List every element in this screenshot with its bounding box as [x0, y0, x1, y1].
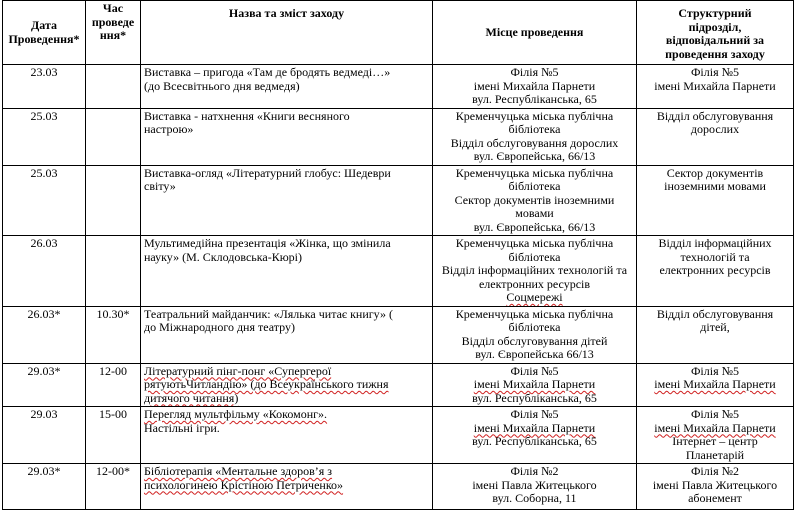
- place-line: Кременчуцька міська публічна: [455, 236, 614, 250]
- cell-title: [141, 165, 433, 236]
- place-line: Сектор документів іноземними: [454, 192, 615, 207]
- title-line: Театральний майданчик: «Лялька читає книгу» (: [144, 306, 393, 321]
- cell-title: [141, 363, 433, 407]
- place-line: Відділ обслуговування дорослих: [450, 135, 619, 150]
- title-line: науку» (М. Склодовська-Кюрі): [144, 249, 303, 264]
- place-line: імені Михайла Парнети: [473, 420, 596, 435]
- cell-date: 23.03: [3, 65, 86, 109]
- cell-time: [86, 65, 141, 109]
- header-date-line: Дата: [31, 18, 57, 32]
- place-line: Кременчуцька міська публічна: [455, 165, 614, 180]
- dept-line: Відділ обслуговування: [656, 306, 774, 321]
- dept-line: Філія №2: [690, 464, 740, 478]
- table-row: [3, 407, 794, 464]
- place-line: імені Михайла Парнети: [473, 78, 596, 93]
- dept-line: іноземними мовами: [664, 179, 766, 193]
- cell-place: [433, 464, 637, 510]
- title-line: Мультимедійна презентація «Жінка, що змінила: [144, 236, 391, 250]
- place-line: вул. Європейська 66/13: [475, 347, 594, 361]
- cell-title: [141, 108, 433, 165]
- table-row: [3, 108, 794, 165]
- title-line: світу»: [144, 179, 176, 193]
- table-row: [3, 363, 794, 407]
- place-line: вул. Європейська, 66/13: [473, 149, 596, 163]
- place-line: імені Павла Житецького: [472, 477, 597, 492]
- events-table: [2, 0, 794, 510]
- header-time: [86, 1, 141, 65]
- place-line: Філія №2: [510, 464, 559, 478]
- dept-line: імені Михайла Парнети: [654, 420, 776, 435]
- table-row: [3, 65, 794, 109]
- title-line: Настільні ігри.: [144, 420, 220, 435]
- cell-dept: [637, 464, 794, 510]
- header-date: [3, 1, 86, 65]
- title-line: (до Всесвітнього дня ведмедя): [144, 78, 300, 93]
- place-line: вул. Республіканська, 65: [472, 92, 597, 106]
- header-title-text: Назва та зміст заходу: [228, 6, 345, 20]
- title-line: Бібліотерапія «Ментальне здоров’я з: [144, 464, 333, 478]
- cell-date: 25.03: [3, 108, 86, 165]
- place-line: Відділ обслуговування дітей: [461, 333, 608, 348]
- header-dept-line: Структурний: [678, 6, 752, 20]
- title-line: до Міжнародного дня театру): [144, 320, 295, 334]
- cell-place: [433, 363, 637, 407]
- place-line: бібліотека: [508, 122, 561, 136]
- cell-time: [86, 165, 141, 236]
- place-line: Філія №5: [510, 363, 559, 378]
- dept-line: абонемент: [688, 491, 742, 505]
- cell-dept: [637, 65, 794, 109]
- dept-line: дітей,: [700, 320, 730, 334]
- place-line: вул. Республіканська, 65: [472, 434, 597, 448]
- place-line: мовами: [515, 206, 554, 220]
- title-line: Літературний пінг-понг «Супергерої: [144, 363, 332, 378]
- title-line: Виставка-огляд «Літературний глобус: Шедеври: [144, 165, 391, 180]
- cell-dept: [637, 108, 794, 165]
- dept-line: Планетарій: [685, 447, 745, 462]
- header-dept: [637, 1, 794, 65]
- cell-place: [433, 306, 637, 363]
- cell-time: 10.30*: [86, 306, 141, 363]
- cell-date: 25.03: [3, 165, 86, 236]
- cell-time: 12-00: [86, 363, 141, 407]
- title-line: Виставка - натхнення «Книги весняного: [144, 108, 350, 123]
- dept-line: технологій та: [680, 249, 750, 264]
- place-line: бібліотека: [508, 249, 561, 264]
- place-line: Філія №5: [510, 65, 559, 79]
- cell-time: 12-00*: [86, 464, 141, 510]
- title-line: рятуютьЧитландію» (до Всеукраїнського тижня: [144, 377, 389, 391]
- cell-date: 29.03: [3, 407, 86, 464]
- dept-line: Сектор документів: [666, 165, 764, 180]
- cell-place: [433, 407, 637, 464]
- header-dept-line: відповідальний за: [665, 33, 765, 47]
- dept-line: Філія №5: [690, 65, 740, 79]
- place-line: Філія №5: [510, 407, 559, 421]
- cell-place: [433, 236, 637, 307]
- header-time-line: Час: [102, 1, 124, 15]
- title-line: психологинею Крістіною Петриченко»: [144, 477, 344, 492]
- cell-dept: [637, 236, 794, 307]
- cell-title: [141, 306, 433, 363]
- dept-line: Філія №5: [690, 407, 740, 421]
- table-row: [3, 464, 794, 510]
- title-line: Перегляд мультфільму «Кокомонг».: [144, 407, 328, 421]
- table-row: [3, 236, 794, 307]
- title-line: Виставка – пригода «Там де бродять ведмеді…»: [144, 65, 391, 79]
- header-time-line: ння*: [99, 28, 127, 42]
- dept-line: імені Павла Житецького: [652, 477, 778, 492]
- place-line: Відділ інформаційних технологій та: [441, 263, 628, 277]
- place-line: бібліотека: [508, 320, 561, 334]
- cell-date: 29.03*: [3, 363, 86, 407]
- cell-dept: [637, 407, 794, 464]
- cell-title: [141, 236, 433, 307]
- cell-title: [141, 65, 433, 109]
- place-line: вул. Республіканська, 65: [472, 390, 597, 405]
- place-line: імені Михайла Парнети: [473, 377, 596, 391]
- cell-place: [433, 65, 637, 109]
- cell-dept: [637, 306, 794, 363]
- place-line: Кременчуцька міська публічна: [455, 306, 614, 321]
- title-line: дитячого читання): [144, 390, 239, 405]
- header-dept-line: проведення заходу: [665, 46, 765, 61]
- cell-date: 26.03*: [3, 306, 86, 363]
- dept-line: Інтернет – центр: [672, 434, 758, 448]
- dept-line: Відділ інформаційних: [658, 236, 772, 250]
- header-time-line: проведе: [91, 14, 135, 29]
- place-line: вул. Соборна, 11: [492, 491, 577, 505]
- cell-title: [141, 407, 433, 464]
- cell-date: 26.03: [3, 236, 86, 307]
- cell-place: [433, 108, 637, 165]
- place-line: Соцмережі: [506, 290, 563, 304]
- place-line: бібліотека: [508, 179, 561, 193]
- cell-dept: [637, 165, 794, 236]
- cell-time: [86, 108, 141, 165]
- table-row: [3, 165, 794, 236]
- header-place-text: Місце проведення: [485, 24, 584, 39]
- title-line: настрою»: [144, 122, 194, 136]
- header-dept-line: підрозділ,: [688, 19, 742, 34]
- dept-line: електронних ресурсів: [659, 263, 771, 277]
- dept-line: дорослих: [690, 122, 740, 136]
- cell-dept: [637, 363, 794, 407]
- place-line: електронних ресурсів: [478, 276, 591, 291]
- cell-time: 15-00: [86, 407, 141, 464]
- header-row: [3, 1, 794, 65]
- cell-time: [86, 236, 141, 307]
- dept-line: Відділ обслуговування: [656, 108, 774, 123]
- header-date-line: Проведення*: [8, 31, 80, 46]
- dept-line: імені Михайла Парнети: [654, 78, 776, 93]
- cell-place: [433, 165, 637, 236]
- place-line: вул. Європейська, 66/13: [473, 219, 596, 234]
- header-place: [433, 1, 637, 65]
- table-row: [3, 306, 794, 363]
- dept-line: Філія №5: [690, 363, 740, 378]
- cell-date: 29.03*: [3, 464, 86, 510]
- cell-title: [141, 464, 433, 510]
- place-line: Кременчуцька міська публічна: [455, 108, 614, 123]
- dept-line: імені Михайла Парнети: [654, 377, 776, 391]
- header-title: [141, 1, 433, 65]
